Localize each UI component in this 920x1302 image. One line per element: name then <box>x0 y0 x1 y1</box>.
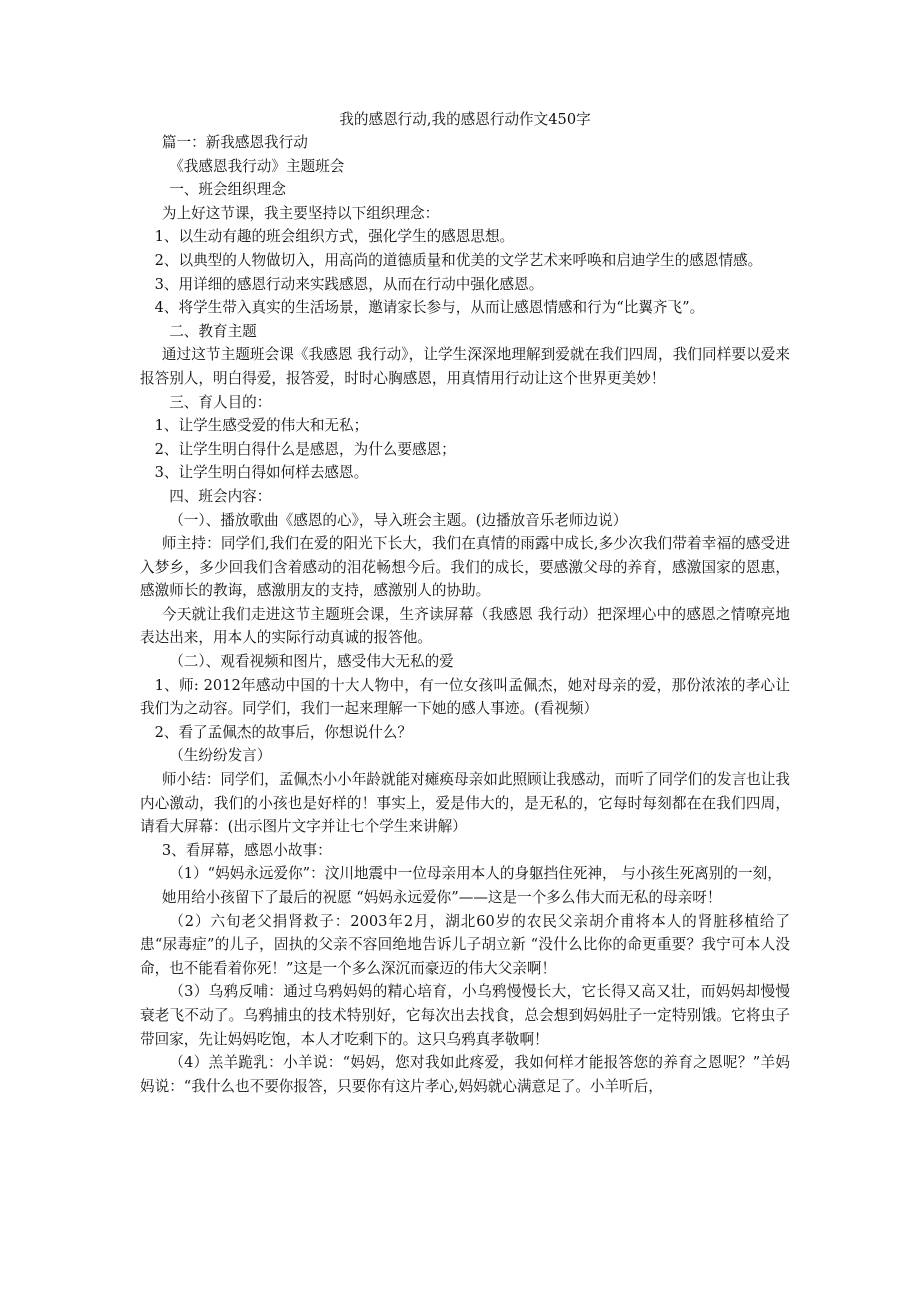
document-paragraph: 为上好这节课，我主要坚持以下组织理念： <box>161 204 440 222</box>
document-paragraph: （二）、观看视频和图片，感受伟大无私的爱 <box>169 653 454 671</box>
document-paragraph: 3、看屏幕，感恩小故事： <box>161 841 332 859</box>
document-title: 我的感恩行动,我的感恩行动作文450字 <box>339 111 591 128</box>
document-paragraph: 2、以典型的人物做切入，用高尚的道德质量和优美的文学艺术来呼唤和启迪学生的感恩情感。 <box>154 251 763 269</box>
document-paragraph: 4、将学生带入真实的生活场景，邀请家长参与，从而让感恩情感和行为“比翼齐飞”。 <box>154 299 705 317</box>
document-paragraph: 她用给小孩留下了最后的祝愿 “妈妈永远爱你”——这是一个多么伟大而无私的母亲呀！ <box>161 889 722 906</box>
document-paragraph: 师小结：同学们，孟佩杰小小年龄就能对瘫痪母亲如此照顾让我感动，而听了同学们的发言也让我内心激动，我们的小孩也是好样的！事实上，爱是伟大的，是无私的，它每时每刻都在在我们四周，请看大屏幕：(出示图片文字并让七个学生来讲解） <box>140 771 790 836</box>
document-paragraph: （1）“妈妈永远爱你”：汶川地震中一位母亲用本人的身躯挡住死神， 与小孩生死离别的一刻， <box>169 865 782 883</box>
document-paragraph: 师主持：同学们,我们在爱的阳光下长大，我们在真情的雨露中成长,多少次我们带着幸福的感受进入梦乡，多少回我们含着感动的泪花畅想今后。我们的成长，要感激父母的养育，感激国家的恩惠，感激师长的教诲，感激朋友的支持，感激别人的协助。 <box>140 535 790 600</box>
document-paragraph: 3、用详细的感恩行动来实践感恩，从而在行动中强化感恩。 <box>154 275 544 293</box>
document-paragraph: 篇一：新我感恩我行动 <box>161 134 308 151</box>
document-paragraph: 3、让学生明白得如何样去感恩。 <box>154 464 369 482</box>
document-page <box>140 108 790 1098</box>
document-paragraph: （生纷纷发言） <box>169 747 272 765</box>
document-paragraph: 1、以生动有趣的班会组织方式，强化学生的感恩思想。 <box>154 228 515 246</box>
document-paragraph: 2、看了孟佩杰的故事后，你想说什么？ <box>154 723 412 741</box>
document-paragraph: （一）、播放歌曲《感恩的心》，导入班会主题。(边播放音乐老师边说） <box>169 511 628 529</box>
document-paragraph: 三、育人目的： <box>169 393 272 411</box>
document-paragraph: 二、教育主题 <box>169 322 257 340</box>
document-paragraph: 四、班会内容： <box>169 487 272 505</box>
document-paragraph: （4）羔羊跪乳：小羊说：“妈妈，您对我如此疼爱，我如何样才能报答您的养育之恩呢？”羊妈妈说：“我什么也不要你报答，只要你有这片孝心,妈妈就心满意足了。小羊听后， <box>140 1054 790 1095</box>
document-paragraph: 一、班会组织理念 <box>169 181 286 199</box>
document-paragraph: 2、让学生明白得什么是感恩，为什么要感恩； <box>154 440 456 458</box>
document-paragraph: 通过这节主题班会课《我感恩 我行动》，让学生深深地理解到爱就在我们四周，我们同样要以爱来报答别人，明白得爱，报答爱，时时心胸感恩，用真情用行动让这个世界更美妙！ <box>140 346 790 387</box>
document-paragraph: （3）乌鸦反哺：通过乌鸦妈妈的精心培育，小乌鸦慢慢长大，它长得又高又壮，而妈妈却慢慢衰老飞不动了。乌鸦捕虫的技术特别好，它每次出去找食，总会想到妈妈肚子一定特别饿。它将虫子带回家，先让妈妈吃饱，本人才吃剩下的。这只乌鸦真孝敬啊！ <box>140 983 790 1048</box>
document-paragraph: 1、师: 2012年感动中国的十大人物中，有一位女孩叫孟佩杰，她对母亲的爱，那份浓浓的孝心让我们为之动容。同学们，我们一起来理解一下她的感人事迹。(看视频） <box>140 676 790 718</box>
document-paragraph: （2）六旬老父捐肾救子：2003年2月，湖北60岁的农民父亲胡介甫将本人的肾脏移植给了患“尿毒症”的儿子，固执的父亲不容回绝地告诉儿子胡立新 “没什么比你的命更重要？我宁可本人没命，也不能看着你死！”这是一个多么深沉而豪迈的伟大父亲啊！ <box>140 912 790 977</box>
document-paragraph: 今天就让我们走进这节主题班会课，生齐读屏幕（我感恩 我行动）把深埋心中的感恩之情嘹亮地表达出来，用本人的实际行动真诚的报答他。 <box>140 605 790 647</box>
document-body <box>140 131 790 1098</box>
document-paragraph: 《我感恩我行动》主题班会 <box>169 157 345 175</box>
document-paragraph: 1、让学生感受爱的伟大和无私； <box>154 417 369 435</box>
